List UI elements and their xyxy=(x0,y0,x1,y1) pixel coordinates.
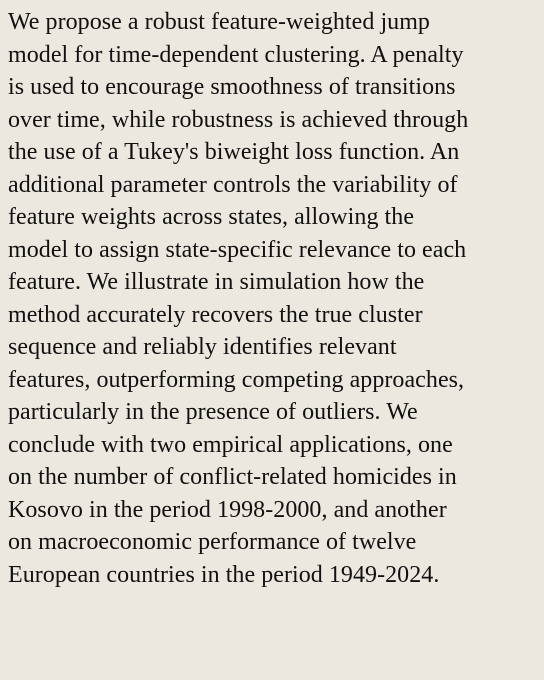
abstract-line: model for time-dependent clustering. A penalty xyxy=(8,41,464,68)
abstract-line: sequence and reliably identifies relevant xyxy=(8,334,397,360)
abstract-text xyxy=(8,6,542,591)
abstract-line: method accurately recovers the true cluster xyxy=(8,301,423,328)
abstract-line: conclude with two empirical applications, one xyxy=(8,431,453,458)
abstract-line: Kosovo in the period 1998-2000, and another xyxy=(8,496,447,523)
abstract-line: feature. We illustrate in simulation how the xyxy=(8,269,425,295)
abstract-line: European countries in the period 1949-2024. xyxy=(8,561,440,588)
abstract-line: on the number of conflict-related homicides in xyxy=(8,464,457,490)
abstract-line: on macroeconomic performance of twelve xyxy=(8,529,417,555)
abstract-line: is used to encourage smoothness of transitions xyxy=(8,74,456,100)
abstract-line: features, outperforming competing approaches, xyxy=(8,366,465,393)
abstract-line: We propose a robust feature-weighted jump xyxy=(8,9,430,35)
abstract-line: over time, while robustness is achieved through xyxy=(8,106,469,133)
abstract-line: feature weights across states, allowing the xyxy=(8,204,415,230)
abstract-line: the use of a Tukey's biweight loss function. An xyxy=(8,139,460,165)
abstract-line: model to assign state-specific relevance to each xyxy=(8,236,467,263)
abstract-line: particularly in the presence of outliers. We xyxy=(8,399,418,425)
abstract-line: additional parameter controls the variability of xyxy=(8,171,458,198)
